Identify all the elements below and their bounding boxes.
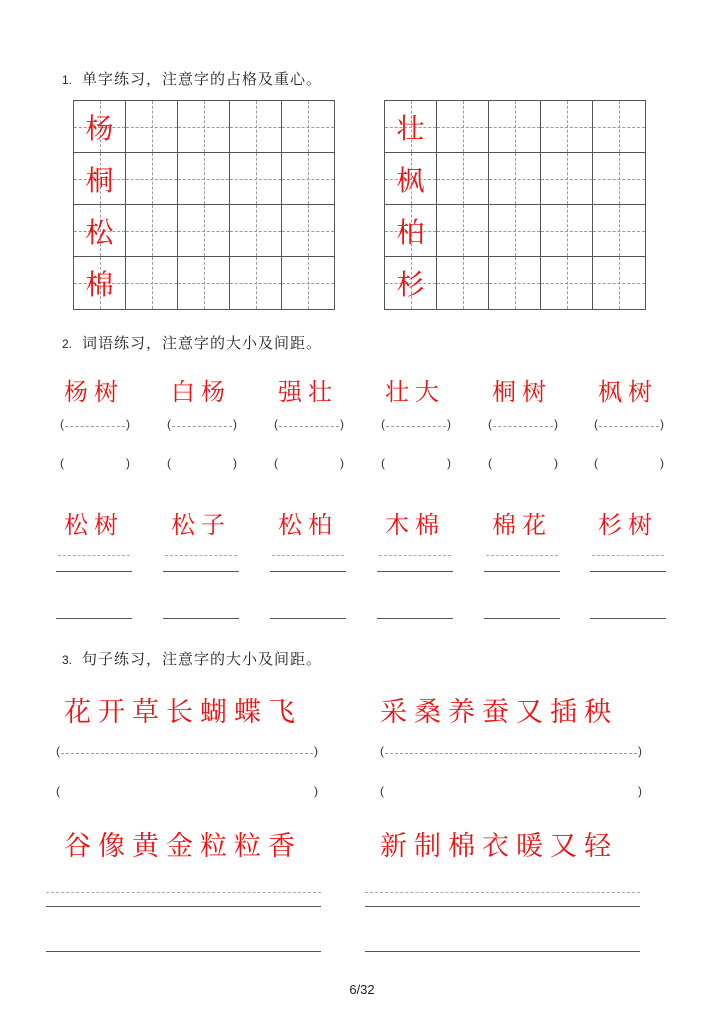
grid-practice-cell[interactable] [541, 153, 593, 205]
paren-close: ) [233, 417, 237, 431]
dotted-guide [65, 426, 125, 427]
model-character: 杨 [85, 111, 114, 145]
paren-open: ( [488, 456, 492, 470]
model-character: 枫 [396, 163, 425, 197]
word-write-line[interactable] [590, 618, 666, 619]
paren-open: ( [380, 744, 384, 758]
word-write-line[interactable] [56, 571, 132, 572]
word-dotted-guide [58, 555, 130, 556]
paren-open: ( [167, 417, 171, 431]
word-write-line[interactable] [484, 618, 560, 619]
word-write-line[interactable] [270, 618, 346, 619]
grid-practice-cell[interactable] [593, 153, 645, 205]
sentence-model-3: 谷像黄金粒粒香 [64, 831, 302, 862]
paren-close: ) [126, 417, 130, 431]
word-model: 松柏 [278, 511, 338, 539]
model-character: 棉 [85, 268, 114, 301]
word-write-line[interactable] [56, 618, 132, 619]
model-character: 松 [85, 215, 114, 249]
sentence-dotted-guide-3 [46, 892, 321, 893]
dotted-guide [279, 426, 339, 427]
grid-practice-cell[interactable] [126, 205, 178, 257]
dotted-guide [386, 426, 446, 427]
paren-open: ( [274, 417, 278, 431]
paren-close: ) [314, 784, 318, 798]
sentence-write-line-3b[interactable] [46, 951, 321, 952]
word-model: 棉花 [492, 511, 552, 539]
word-model: 枫树 [598, 378, 658, 406]
grid-practice-cell[interactable] [437, 101, 489, 153]
paren-open: ( [488, 417, 492, 431]
dotted-guide [61, 753, 313, 754]
paren-close: ) [314, 744, 318, 758]
pinyin-trace-blank[interactable] [594, 417, 664, 435]
word-write-line[interactable] [163, 618, 239, 619]
grid-practice-cell[interactable] [593, 101, 645, 153]
grid-practice-cell[interactable] [230, 153, 282, 205]
word-model: 桐树 [492, 378, 552, 406]
grid-practice-cell[interactable] [541, 205, 593, 257]
grid-practice-cell[interactable] [282, 101, 334, 153]
tianzige-grid-left [73, 100, 335, 310]
pinyin-write-blank[interactable] [274, 456, 344, 474]
word-model: 木棉 [385, 511, 445, 539]
grid-practice-cell[interactable] [437, 205, 489, 257]
dotted-guide [385, 753, 637, 754]
grid-practice-cell[interactable] [126, 153, 178, 205]
sentence-trace-blank-2[interactable] [380, 744, 642, 762]
pinyin-write-blank[interactable] [594, 456, 664, 474]
paren-close: ) [660, 417, 664, 431]
paren-close: ) [554, 456, 558, 470]
pinyin-write-blank[interactable] [381, 456, 451, 474]
paren-open: ( [274, 456, 278, 470]
paren-close: ) [660, 456, 664, 470]
pinyin-trace-blank[interactable] [60, 417, 130, 435]
grid-practice-cell[interactable] [178, 153, 230, 205]
word-dotted-guide [165, 555, 237, 556]
grid-practice-cell[interactable] [282, 205, 334, 257]
paren-open: ( [60, 456, 64, 470]
paren-close: ) [340, 456, 344, 470]
paren-close: ) [554, 417, 558, 431]
model-character: 杉 [396, 268, 425, 301]
word-dotted-guide [592, 555, 664, 556]
sentence-write-line-4a[interactable] [365, 906, 640, 907]
grid-practice-cell[interactable] [126, 101, 178, 153]
paren-open: ( [60, 417, 64, 431]
section-1-text: 单字练习，注意字的占格及重心。 [82, 70, 323, 88]
grid-practice-cell[interactable] [230, 205, 282, 257]
grid-practice-cell[interactable] [489, 153, 541, 205]
grid-practice-cell[interactable] [489, 101, 541, 153]
model-character: 桐 [85, 163, 114, 197]
section-2-number: 2. [62, 337, 73, 351]
paren-open: ( [56, 744, 60, 758]
tianzige-grid-right [384, 100, 646, 310]
paren-close: ) [447, 456, 451, 470]
page-number: 6/32 [349, 982, 375, 997]
section-1-number: 1. [62, 73, 73, 87]
grid-practice-cell[interactable] [593, 205, 645, 257]
section-3-title [62, 648, 322, 669]
word-model: 白杨 [171, 378, 231, 406]
word-model: 杨树 [64, 378, 124, 406]
grid-model-cell [385, 205, 437, 257]
grid-model-cell [385, 153, 437, 205]
paren-open: ( [381, 456, 385, 470]
word-dotted-guide [486, 555, 558, 556]
grid-practice-cell[interactable] [541, 257, 593, 309]
grid-model-cell [74, 257, 126, 309]
paren-close: ) [340, 417, 344, 431]
grid-practice-cell[interactable] [178, 257, 230, 309]
sentence-write-line-3a[interactable] [46, 906, 321, 907]
paren-open: ( [56, 784, 60, 798]
grid-practice-cell[interactable] [178, 205, 230, 257]
word-dotted-guide [379, 555, 451, 556]
paren-open: ( [594, 417, 598, 431]
grid-practice-cell[interactable] [593, 257, 645, 309]
grid-model-cell [385, 257, 437, 309]
word-dotted-guide [272, 555, 344, 556]
sentence-trace-blank-1[interactable] [56, 744, 318, 762]
grid-practice-cell[interactable] [282, 257, 334, 309]
word-write-line[interactable] [484, 571, 560, 572]
word-write-line[interactable] [590, 571, 666, 572]
pinyin-trace-blank[interactable] [167, 417, 237, 435]
word-write-line[interactable] [377, 571, 453, 572]
grid-practice-cell[interactable] [230, 257, 282, 309]
pinyin-write-blank[interactable] [488, 456, 558, 474]
word-write-line[interactable] [377, 618, 453, 619]
grid-model-cell [74, 153, 126, 205]
grid-practice-cell[interactable] [282, 153, 334, 205]
word-model: 松子 [171, 511, 231, 539]
sentence-model-4: 新制棉衣暖又轻 [380, 831, 618, 862]
dotted-guide [172, 426, 232, 427]
pinyin-write-blank[interactable] [60, 456, 130, 474]
word-model: 壮大 [385, 378, 445, 406]
grid-practice-cell[interactable] [541, 101, 593, 153]
section-2-title [62, 332, 322, 353]
grid-practice-cell[interactable] [437, 257, 489, 309]
paren-close: ) [447, 417, 451, 431]
grid-model-cell [74, 101, 126, 153]
grid-practice-cell[interactable] [489, 205, 541, 257]
grid-practice-cell[interactable] [230, 101, 282, 153]
paren-close: ) [126, 456, 130, 470]
sentence-write-line-4b[interactable] [365, 951, 640, 952]
section-3-text: 句子练习，注意字的大小及间距。 [82, 650, 323, 668]
grid-model-cell [74, 205, 126, 257]
grid-model-cell [385, 101, 437, 153]
word-model: 杉树 [598, 511, 658, 539]
model-character: 柏 [396, 215, 425, 249]
section-3-number: 3. [62, 653, 73, 667]
grid-practice-cell[interactable] [489, 257, 541, 309]
pinyin-write-blank[interactable] [167, 456, 237, 474]
grid-practice-cell[interactable] [126, 257, 178, 309]
grid-practice-cell[interactable] [178, 101, 230, 153]
word-model: 松树 [64, 511, 124, 539]
paren-close: ) [638, 784, 642, 798]
model-character: 壮 [396, 111, 425, 145]
word-write-line[interactable] [270, 571, 346, 572]
word-write-line[interactable] [163, 571, 239, 572]
pinyin-trace-blank[interactable] [488, 417, 558, 435]
paren-close: ) [638, 744, 642, 758]
paren-open: ( [167, 456, 171, 470]
word-model: 强壮 [278, 378, 338, 406]
pinyin-trace-blank[interactable] [381, 417, 451, 435]
sentence-model-2: 采桑养蚕又插秧 [380, 697, 618, 728]
sentence-model-1: 花开草长蝴蝶飞 [64, 697, 302, 728]
paren-open: ( [381, 417, 385, 431]
dotted-guide [493, 426, 553, 427]
paren-open: ( [594, 456, 598, 470]
pinyin-trace-blank[interactable] [274, 417, 344, 435]
dotted-guide [599, 426, 659, 427]
sentence-write-blank-2[interactable] [380, 784, 642, 802]
section-2-text: 词语练习，注意字的大小及间距。 [82, 334, 323, 352]
sentence-dotted-guide-4 [365, 892, 640, 893]
grid-practice-cell[interactable] [437, 153, 489, 205]
section-1-title [62, 68, 322, 89]
paren-open: ( [380, 784, 384, 798]
paren-close: ) [233, 456, 237, 470]
sentence-write-blank-1[interactable] [56, 784, 318, 802]
